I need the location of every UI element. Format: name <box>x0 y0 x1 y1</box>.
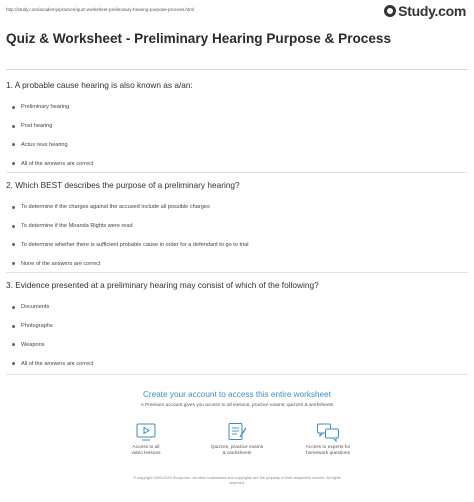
title-divider <box>6 69 468 70</box>
quiz-worksheet-icon <box>226 422 248 442</box>
bullet-icon <box>12 343 15 346</box>
answer-label: To determine if the charges against the accused include all possible charges <box>21 204 210 211</box>
answer-label: Actus reus hearing <box>21 141 68 148</box>
feature-label-line1: Quizzes, practice exams <box>210 445 264 450</box>
feature-label-line1: Access to all <box>132 445 160 450</box>
bullet-icon <box>12 225 15 228</box>
feature-label-line2: & worksheets <box>222 451 252 456</box>
answer-option[interactable] <box>6 98 468 117</box>
feature-list <box>0 422 474 472</box>
bullet-icon <box>12 362 15 365</box>
bullet-icon <box>12 106 15 109</box>
answer-label: To determine whether there is sufficient probable cause in order for a defendant to go to trial <box>21 241 249 248</box>
answer-option[interactable] <box>6 317 468 336</box>
question-divider <box>6 374 468 375</box>
feature-label-line1: Access to experts for <box>305 445 351 450</box>
study-logo-icon <box>384 5 396 17</box>
question-3 <box>6 280 468 373</box>
bullet-icon <box>12 262 15 265</box>
bullet-icon <box>12 162 15 165</box>
question-divider <box>6 172 468 173</box>
video-lesson-icon <box>135 422 157 442</box>
answer-option[interactable] <box>6 298 468 317</box>
bullet-icon <box>12 243 15 246</box>
answer-option[interactable] <box>6 136 468 155</box>
question-divider <box>6 272 468 273</box>
feature-video-lessons <box>101 422 191 457</box>
answer-label: Weapons <box>21 341 45 348</box>
question-1 <box>6 80 468 173</box>
answer-option[interactable] <box>6 117 468 136</box>
feature-experts <box>283 422 373 457</box>
bullet-icon <box>12 143 15 146</box>
answer-option[interactable] <box>6 254 468 273</box>
answer-label: All of the answers are correct <box>21 160 94 167</box>
answer-option[interactable] <box>6 336 468 355</box>
answer-option[interactable] <box>6 154 468 173</box>
expert-chat-icon <box>316 422 340 442</box>
cta-heading[interactable]: Create your account to access this entire worksheet <box>143 390 331 399</box>
bullet-icon <box>12 306 15 309</box>
feature-label-line2: homework questions <box>306 451 350 456</box>
copyright-footer <box>80 476 394 486</box>
copyright-line1: © copyright 2003-2020 Study.com. All other trademarks and copyrights are the property of their respective owners. All rights <box>133 476 341 480</box>
bullet-icon <box>12 325 15 328</box>
feature-label-line2: video lessons <box>131 451 161 456</box>
study-logo[interactable] <box>384 3 466 19</box>
copyright-line2: reserved. <box>229 481 245 485</box>
question-text: 1. A probable cause hearing is also known as a/an: <box>6 80 193 90</box>
question-text: 2. Which BEST describes the purpose of a preliminary hearing? <box>6 180 240 190</box>
bullet-icon <box>12 206 15 209</box>
feature-quizzes <box>192 422 282 457</box>
answer-option[interactable] <box>6 354 468 373</box>
cta-subheading: A Premium account gives you access to all lessons, practice exams, quizzes & worksheets <box>140 403 334 408</box>
page-url: http://study.com/academy/practice/quiz-worksheet-preliminary-hearing-purpose-process.html <box>6 7 195 12</box>
question-text: 3. Evidence presented at a preliminary hearing may consist of which of the following? <box>6 280 319 290</box>
signup-cta <box>0 390 474 408</box>
answer-option[interactable] <box>6 217 468 236</box>
answer-label: Documents <box>21 304 50 311</box>
answer-option[interactable] <box>6 236 468 255</box>
answer-label: To determine if the Miranda Rights were read <box>21 223 133 230</box>
answer-label: Photographs <box>21 323 53 330</box>
bullet-icon <box>12 125 15 128</box>
answer-label: None of the answers are correct <box>21 260 101 267</box>
answer-label: All of the answers are correct <box>21 360 94 367</box>
page-title: Quiz & Worksheet - Preliminary Hearing Purpose & Process <box>6 31 392 46</box>
top-bar <box>0 0 474 22</box>
answer-label: Post hearing <box>21 123 53 130</box>
answer-label: Preliminary hearing <box>21 104 70 111</box>
study-logo-text: Study.com <box>398 3 466 19</box>
answer-option[interactable] <box>6 198 468 217</box>
question-2 <box>6 180 468 273</box>
